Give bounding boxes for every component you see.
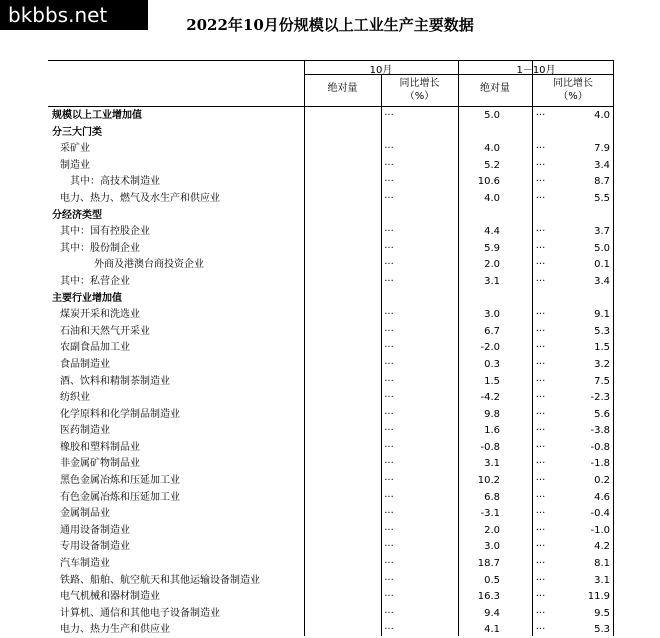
ytd-yoy-cell: -2.3 — [590, 392, 610, 404]
row-label: 其中：高技术制造业 — [70, 176, 160, 188]
table-row — [48, 538, 614, 555]
ytd-absolute-cell: ··· — [535, 591, 546, 603]
oct-yoy-cell: 0.5 — [484, 574, 500, 586]
ytd-yoy-cell: -3.8 — [590, 425, 610, 437]
oct-absolute-cell: ··· — [384, 325, 394, 337]
ytd-absolute-cell: ··· — [535, 475, 546, 487]
oct-yoy-cell: 9.4 — [484, 607, 500, 619]
ytd-yoy-cell: 4.6 — [594, 491, 610, 503]
row-label: 电气机械和器材制造业 — [60, 591, 160, 603]
ytd-yoy-cell: 11.9 — [587, 591, 610, 603]
row-label: 黑色金属冶炼和压延加工业 — [60, 475, 180, 487]
ytd-yoy-cell: -0.4 — [590, 508, 610, 520]
oct-yoy-cell: 10.2 — [477, 475, 500, 487]
oct-absolute-cell: ··· — [384, 591, 394, 603]
ytd-absolute-cell: ··· — [535, 176, 546, 188]
row-label: 其中：私营企业 — [60, 275, 130, 287]
ytd-absolute-cell: ··· — [535, 159, 546, 171]
ytd-yoy-cell: 5.3 — [594, 624, 610, 636]
oct-yoy-cell: -3.1 — [480, 508, 500, 520]
oct-absolute-cell: ··· — [384, 491, 394, 503]
ytd-yoy-cell: 7.5 — [594, 375, 610, 387]
row-label: 其中：国有控股企业 — [60, 226, 150, 238]
oct-absolute-cell: ··· — [384, 607, 394, 619]
oct-absolute-cell: ··· — [384, 358, 394, 370]
oct-yoy-cell: 4.0 — [484, 192, 500, 204]
ytd-absolute-cell: ··· — [535, 143, 546, 155]
table-row — [48, 190, 614, 207]
table-row — [48, 124, 614, 141]
row-label: 酒、饮料和精制茶制造业 — [60, 375, 170, 387]
ytd-absolute-cell: ··· — [535, 541, 546, 553]
oct-absolute-cell: ··· — [384, 475, 394, 487]
oct-yoy-cell: 6.8 — [484, 491, 500, 503]
table-row — [48, 240, 614, 257]
oct-absolute-cell: ··· — [384, 275, 394, 287]
ytd-yoy-cell: 0.1 — [594, 259, 610, 271]
table-row — [48, 107, 614, 124]
row-label: 非金属矿物制品业 — [60, 458, 140, 470]
oct-absolute-cell: ··· — [384, 574, 394, 586]
table-row — [48, 439, 614, 456]
oct-yoy-cell: 0.3 — [484, 358, 500, 370]
ytd-yoy-cell: 8.7 — [594, 176, 610, 188]
column-header-yoy-unit: （%） — [558, 91, 588, 102]
table-row — [48, 373, 614, 390]
ytd-absolute-cell: ··· — [535, 558, 546, 570]
row-label: 规模以上工业增加值 — [52, 110, 142, 121]
row-label: 主要行业增加值 — [52, 292, 122, 304]
ytd-yoy-cell: 8.1 — [594, 558, 610, 570]
ytd-absolute-cell: ··· — [535, 392, 546, 404]
ytd-absolute-cell: ··· — [535, 624, 546, 636]
column-header-yoy — [381, 77, 458, 103]
ytd-absolute-cell: ··· — [535, 508, 546, 520]
oct-absolute-cell: ··· — [384, 309, 394, 321]
table-row — [48, 323, 614, 340]
ytd-yoy-cell: 9.1 — [594, 309, 610, 321]
ytd-absolute-cell: ··· — [535, 309, 546, 321]
row-label: 煤炭开采和洗选业 — [60, 309, 140, 321]
row-label: 汽车制造业 — [60, 558, 110, 570]
row-label: 计算机、通信和其他电子设备制造业 — [60, 607, 220, 619]
column-header-yoy-label: 同比增长 — [553, 78, 593, 89]
ytd-absolute-cell: ··· — [535, 425, 546, 437]
column-header-absolute: 绝对量 — [480, 83, 510, 94]
ytd-absolute-cell: ··· — [535, 408, 546, 420]
oct-yoy-cell: 5.0 — [484, 110, 500, 121]
oct-yoy-cell: 5.9 — [484, 242, 500, 254]
ytd-absolute-cell: ··· — [535, 375, 546, 387]
table-row — [48, 455, 614, 472]
column-header-yoy-unit: （%） — [404, 91, 435, 102]
column-header-yoy — [532, 77, 614, 103]
ytd-absolute-cell: ··· — [535, 242, 546, 254]
ytd-yoy-cell: -1.0 — [590, 524, 610, 536]
ytd-yoy-cell: 5.6 — [594, 408, 610, 420]
ytd-yoy-cell: -0.8 — [590, 441, 610, 453]
oct-absolute-cell: ··· — [384, 159, 394, 171]
row-label: 医药制造业 — [60, 425, 110, 437]
table-row — [48, 339, 614, 356]
oct-yoy-cell: 10.6 — [477, 176, 500, 188]
oct-absolute-cell: ··· — [384, 242, 394, 254]
table-row — [48, 256, 614, 273]
ytd-yoy-cell: -1.8 — [590, 458, 610, 470]
ytd-yoy-cell: 5.3 — [594, 325, 610, 337]
row-label: 电力、热力、燃气及水生产和供应业 — [60, 192, 220, 204]
page-title: 2022年10月份规模以上工业生产主要数据 — [186, 16, 474, 34]
oct-yoy-cell: 18.7 — [477, 558, 500, 570]
ytd-absolute-cell: ··· — [535, 524, 546, 536]
oct-absolute-cell: ··· — [384, 143, 394, 155]
table-row — [48, 522, 614, 539]
column-header-absolute: 绝对量 — [327, 83, 358, 94]
table-row — [48, 489, 614, 506]
ytd-absolute-cell: ··· — [535, 275, 546, 287]
ytd-absolute-cell: ··· — [535, 259, 546, 271]
oct-yoy-cell: 3.0 — [484, 309, 500, 321]
ytd-absolute-cell: ··· — [535, 192, 546, 204]
ytd-yoy-cell: 7.9 — [594, 143, 610, 155]
ytd-yoy-cell: 3.7 — [594, 226, 610, 238]
ytd-yoy-cell: 3.4 — [594, 159, 610, 171]
oct-yoy-cell: 1.5 — [484, 375, 500, 387]
row-label: 橡胶和塑料制品业 — [60, 441, 140, 453]
oct-yoy-cell: -2.0 — [480, 342, 500, 354]
row-label: 铁路、船舶、航空航天和其他运输设备制造业 — [60, 574, 260, 586]
table-row — [48, 223, 614, 240]
oct-yoy-cell: -0.8 — [480, 441, 500, 453]
table-row — [48, 472, 614, 489]
oct-yoy-cell: 4.0 — [484, 143, 500, 155]
row-label: 食品制造业 — [60, 358, 110, 370]
table-row — [48, 406, 614, 423]
oct-absolute-cell: ··· — [384, 441, 394, 453]
row-label: 外商及港澳台商投资企业 — [94, 259, 204, 271]
oct-absolute-cell: ··· — [384, 458, 394, 470]
table-row — [48, 605, 614, 622]
table-row — [48, 588, 614, 605]
oct-yoy-cell: 9.8 — [484, 408, 500, 420]
ytd-absolute-cell: ··· — [535, 325, 546, 337]
table-row — [48, 389, 614, 406]
row-label: 纺织业 — [60, 392, 90, 404]
ytd-yoy-cell: 4.2 — [594, 541, 610, 553]
row-label: 通用设备制造业 — [60, 524, 130, 536]
row-label: 采矿业 — [60, 143, 90, 155]
oct-absolute-cell: ··· — [384, 375, 394, 387]
oct-absolute-cell: ··· — [384, 408, 394, 420]
oct-yoy-cell: 2.0 — [484, 524, 500, 536]
oct-absolute-cell: ··· — [384, 192, 394, 204]
row-label: 其中：股份制企业 — [60, 242, 140, 254]
group-header-october: 10月 — [369, 65, 393, 76]
ytd-absolute-cell: ··· — [535, 110, 546, 121]
table-row — [48, 572, 614, 589]
ytd-absolute-cell: ··· — [535, 441, 546, 453]
row-label: 金属制品业 — [60, 508, 110, 520]
row-label: 分三大门类 — [52, 126, 102, 138]
oct-yoy-cell: 5.2 — [484, 159, 500, 171]
ytd-absolute-cell: ··· — [535, 458, 546, 470]
row-label: 农副食品加工业 — [60, 342, 130, 354]
ytd-yoy-cell: 9.5 — [594, 607, 610, 619]
oct-yoy-cell: 4.4 — [484, 226, 500, 238]
table-row — [48, 422, 614, 439]
oct-absolute-cell: ··· — [384, 624, 394, 636]
oct-absolute-cell: ··· — [384, 392, 394, 404]
oct-yoy-cell: 3.1 — [484, 275, 500, 287]
oct-yoy-cell: -4.2 — [480, 392, 500, 404]
group-header-ytd: 1－10月 — [516, 65, 556, 76]
oct-yoy-cell: 4.1 — [484, 624, 500, 636]
ytd-yoy-cell: 5.0 — [594, 242, 610, 254]
oct-absolute-cell: ··· — [384, 425, 394, 437]
table-body — [48, 107, 614, 638]
oct-absolute-cell: ··· — [384, 558, 394, 570]
table-row — [48, 356, 614, 373]
table-row — [48, 140, 614, 157]
oct-yoy-cell: 1.6 — [484, 425, 500, 437]
oct-yoy-cell: 16.3 — [477, 591, 500, 603]
oct-yoy-cell: 2.0 — [484, 259, 500, 271]
row-label: 专用设备制造业 — [60, 541, 130, 553]
ytd-absolute-cell: ··· — [535, 574, 546, 586]
row-label: 化学原料和化学制品制造业 — [60, 408, 180, 420]
oct-absolute-cell: ··· — [384, 524, 394, 536]
ytd-yoy-cell: 0.2 — [594, 475, 610, 487]
row-label: 有色金属冶炼和压延加工业 — [60, 491, 180, 503]
oct-absolute-cell: ··· — [384, 508, 394, 520]
oct-absolute-cell: ··· — [384, 176, 394, 188]
ytd-absolute-cell: ··· — [535, 607, 546, 619]
ytd-yoy-cell: 4.0 — [594, 110, 610, 121]
ytd-yoy-cell: 5.5 — [594, 192, 610, 204]
oct-yoy-cell: 3.0 — [484, 541, 500, 553]
ytd-absolute-cell: ··· — [535, 342, 546, 354]
table-row — [48, 207, 614, 224]
oct-yoy-cell: 3.1 — [484, 458, 500, 470]
row-label: 石油和天然气开采业 — [60, 325, 150, 337]
ytd-yoy-cell: 3.4 — [594, 275, 610, 287]
table-row — [48, 273, 614, 290]
oct-absolute-cell: ··· — [384, 342, 394, 354]
table-row — [48, 157, 614, 174]
table-row — [48, 505, 614, 522]
ytd-absolute-cell: ··· — [535, 226, 546, 238]
oct-yoy-cell: 6.7 — [484, 325, 500, 337]
column-header-yoy-label: 同比增长 — [399, 78, 440, 89]
row-label: 制造业 — [60, 159, 90, 171]
watermark: bkbbs.net — [0, 0, 148, 30]
row-label: 电力、热力生产和供应业 — [60, 624, 170, 636]
ytd-yoy-cell: 3.2 — [594, 358, 610, 370]
row-label: 分经济类型 — [52, 209, 102, 221]
ytd-absolute-cell: ··· — [535, 358, 546, 370]
ytd-yoy-cell: 1.5 — [594, 342, 610, 354]
table-row — [48, 306, 614, 323]
table-row — [48, 555, 614, 572]
table-row — [48, 173, 614, 190]
oct-absolute-cell: ··· — [384, 226, 394, 238]
oct-absolute-cell: ··· — [384, 541, 394, 553]
ytd-absolute-cell: ··· — [535, 491, 546, 503]
table-row — [48, 290, 614, 307]
oct-absolute-cell: ··· — [384, 110, 394, 121]
ytd-yoy-cell: 3.1 — [594, 574, 610, 586]
oct-absolute-cell: ··· — [384, 259, 394, 271]
